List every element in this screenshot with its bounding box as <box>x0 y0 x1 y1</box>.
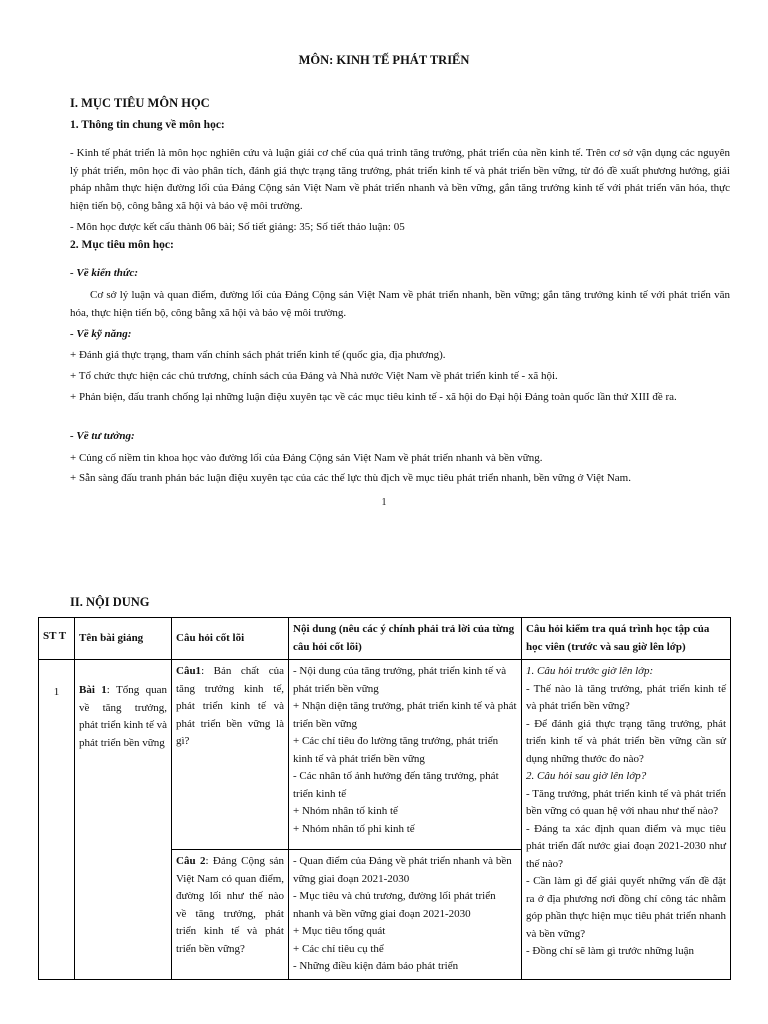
label-thought: - Về tư tưởng: <box>70 430 135 442</box>
check-questions-cell <box>522 660 731 980</box>
header-lesson-name: Tên bài giảng <box>75 618 172 660</box>
question-1-label: Câu1 <box>176 665 202 677</box>
content-line: + Nhóm nhân tố phi kinh tế <box>293 822 415 835</box>
thought-item: + Củng cố niềm tin khoa học vào đường lối của Đảng Cộng sản Việt Nam về phát triển nhanh và bền vững. <box>70 452 543 464</box>
subheading-course-objectives: 2. Mục tiêu môn học: <box>70 239 174 251</box>
table-header-row <box>39 618 731 660</box>
question-2-text: : Đảng Cộng sản Việt Nam có quan điểm, đường lối như thế nào về tăng trưởng, phát triển kinh tế và phát triển bền vững? <box>176 855 284 955</box>
thought-item: + Sẵn sàng đấu tranh phản bác luận điệu xuyên tạc của các thế lực thù địch về mục tiêu phát triển nhanh, bền vững ở Việt Nam. <box>70 472 631 484</box>
skill-item: + Đánh giá thực trạng, tham vấn chính sách phát triển kinh tế (quốc gia, địa phương). <box>70 349 446 361</box>
lesson-title: : Tổng quan về tăng trưởng, phát triển kinh tế và phát triển bền vững <box>79 684 167 749</box>
header-core-question: Câu hỏi cốt lõi <box>172 618 289 660</box>
content-line: - Mục tiêu và chủ trương, đường lối phát triển nhanh và bền vững giai đoạn 2021-2030 <box>293 890 496 920</box>
core-question-1 <box>172 660 289 850</box>
content-table <box>38 617 731 980</box>
section-heading-objectives: I. MỤC TIÊU MÔN HỌC <box>70 96 210 110</box>
paragraph-knowledge: Cơ sở lý luận và quan điểm, đường lối của Đảng Cộng sản Việt Nam về phát triển nhanh, bền vững; gắn tăng trưởng kinh tế với phát triển văn hóa, thực hiện tiến bộ, công bằng xã hội và bảo vệ môi trường. <box>70 289 730 319</box>
question-2-label: Câu 2 <box>176 855 206 867</box>
core-question-2 <box>172 850 289 980</box>
content-question-2 <box>289 850 522 980</box>
row-stt: 1 <box>39 660 75 980</box>
lesson-number: Bài 1 <box>79 684 107 696</box>
label-skills: - Về kỹ năng: <box>70 328 132 340</box>
header-content: Nội dung (nêu các ý chính phải trả lời của từng câu hỏi cốt lõi) <box>289 618 522 660</box>
check-line: - Đồng chí sẽ làm gì trước những luận <box>526 945 695 957</box>
paragraph-course-description: - Kinh tế phát triển là môn học nghiên cứu và luận giải cơ chế của quá trình tăng trưởng, phát triển của nền kinh tế. Trên cơ sở vận dụng các nguyên lý phát triển, môn học đi vào phân tích, đánh giá thực trạng tăng trưởng, phát triển kinh tế và phát triển bền vững, từ đó đề xuất phương hướng, giải pháp nhằm thực hiện đường lối của Đảng Cộng sản Việt Nam về phát triển nhanh và bền vững, gắn tăng trưởng kinh tế với phát triển văn hóa, thực hiện tiến bộ, công bằng xã hội và bảo vệ môi trường. <box>70 147 730 212</box>
page-number: 1 <box>381 497 387 508</box>
content-line: + Nhận diện tăng trưởng, phát triển kinh tế và phát triển bền vững <box>293 700 517 730</box>
skill-item: + Tổ chức thực hiện các chủ trương, chính sách của Đảng và Nhà nước Việt Nam về phát triển kinh tế - xã hội. <box>70 370 558 382</box>
content-question-1 <box>289 660 522 850</box>
content-line: + Các chỉ tiêu đo lường tăng trưởng, phát triển kinh tế và phát triển bền vững <box>293 735 499 765</box>
table-row <box>39 660 731 850</box>
check-line: - Thế nào là tăng trưởng, phát triển kinh tế và phát triển bền vững? <box>526 682 726 712</box>
check-line: 2. Câu hỏi sau giờ lên lớp? <box>526 770 647 782</box>
check-line: - Đảng ta xác định quan điểm và mục tiêu phát triển đất nước giai đoạn 2021-2030 như thế nào? <box>526 822 726 870</box>
check-line: - Tăng trưởng, phát triển kinh tế và phát triển bền vững có quan hệ với nhau như thế nào? <box>526 787 726 817</box>
content-line: + Các chỉ tiêu cụ thể <box>293 942 384 955</box>
row-lesson-name <box>75 660 172 980</box>
subheading-general-info: 1. Thông tin chung về môn học: <box>70 119 225 131</box>
content-line: - Những điều kiện đảm bảo phát triển <box>293 960 459 972</box>
header-check-questions: Câu hỏi kiểm tra quá trình học tập của học viên (trước và sau giờ lên lớp) <box>522 618 731 660</box>
document-title: MÔN: KINH TẾ PHÁT TRIỂN <box>298 53 470 67</box>
check-line: - Để đánh giá thực trạng tăng trưởng, phát triển kinh tế và phát triển bền vững cần sử dụng những thước đo nào? <box>526 717 726 765</box>
content-line: + Nhóm nhân tố kinh tế <box>293 805 398 817</box>
check-line: 1. Câu hỏi trước giờ lên lớp: <box>526 665 654 677</box>
content-line: - Quan điểm của Đảng về phát triển nhanh và bền vững giai đoạn 2021-2030 <box>293 855 512 885</box>
header-stt: ST T <box>39 618 75 660</box>
label-knowledge: - Về kiến thức: <box>70 267 138 279</box>
section-heading-content: II. NỘI DUNG <box>70 595 150 609</box>
content-line: - Nội dung của tăng trưởng, phát triển kinh tế và phát triển bền vững <box>293 665 507 695</box>
paragraph-course-structure: - Môn học được kết cấu thành 06 bài; Số tiết giảng: 35; Số tiết thảo luận: 05 <box>70 221 405 233</box>
skill-item: + Phản biện, đấu tranh chống lại những luận điệu xuyên tạc về các mục tiêu kinh tế - xã hội do Đại hội Đảng toàn quốc lần thứ XIII đề ra. <box>70 391 677 403</box>
content-line: - Các nhân tố ảnh hưởng đến tăng trưởng, phát triển kinh tế <box>293 770 499 800</box>
question-1-text: : Bản chất của tăng trưởng kinh tế, phát triển kinh tế và phát triển bền vững là gì? <box>176 665 284 747</box>
content-line: + Mục tiêu tổng quát <box>293 925 386 937</box>
check-line: - Cần làm gì để giải quyết những vấn đề đặt ra ở địa phương nơi đồng chí công tác nhằm góp phần thực hiện mục tiêu phát triển nhanh và bền vững? <box>526 875 726 940</box>
